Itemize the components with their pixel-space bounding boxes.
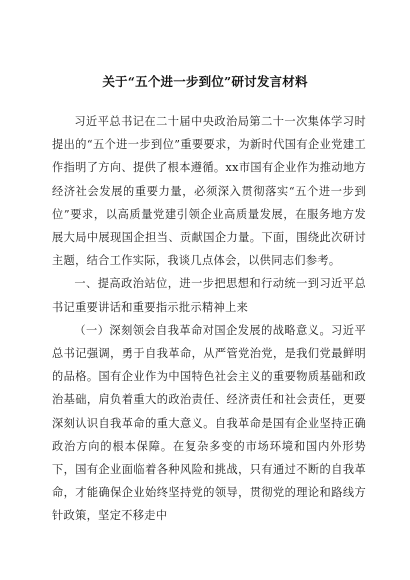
document-title: 关于“五个进一步到位”研讨发言材料 [102, 74, 308, 89]
subsection-paragraph-1: （一）深刻领会自我革命对国企发展的战略意义。习近平总书记强调，勇于自我革命，从严管党治党，是我们党最鲜明的品格。国有企业作为中国特色社会主义的重要物质基础和政治基础，肩负着重大的政治责任、经济责任和社会责任，更要深刻认识自我革命的重大意义。自我革命是国有企业坚持正确政治方向的根本保障。在复杂多变的市场环境和国内外形势下，国有企业面临着各种风险和挑战，只有通过不断的自我革命，才能确保企业始终坚持党的领导，贯彻党的理论和路线方针政策，坚定不移走中 [52, 323, 366, 523]
section-heading-1: 一、提高政治站位，进一步把思想和行动统一到习近平总书记重要讲话和重要指示批示精神上来 [52, 277, 366, 314]
intro-paragraph: 习近平总书记在二十届中央政治局第二十一次集体学习时提出的“五个进一步到位”重要要求，为新时代国有企业党建工作指明了方向、提供了根本遵循。xx市国有企业作为推动地方经济社会发展的重要力量，必须深入贯彻落实“五个进一步到位”要求，以高质量党建引领企业高质量发展，在服务地方发展大局中展现国企担当、贡献国企力量。下面，围绕此次研讨主题，结合工作实际，我谈几点体会，以供同志们参考。 [52, 115, 366, 268]
document-body [52, 110, 366, 528]
